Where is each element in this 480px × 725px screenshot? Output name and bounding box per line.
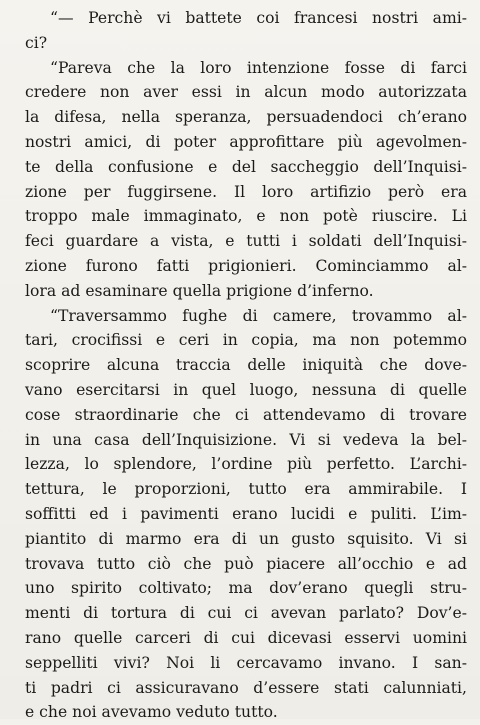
text-line: in una casa dell’Inquisizione. Vi si vedeva la bel- bbox=[25, 430, 467, 449]
text-line: vano esercitarsi in quel luogo, nessuna di quelle bbox=[25, 380, 467, 399]
text-line: credere non aver essi in alcun modo autorizzata bbox=[25, 83, 467, 102]
paragraph-3 bbox=[25, 304, 467, 725]
text-line: lora ad esaminare quella prigione d’inferno. bbox=[25, 281, 374, 300]
text-line: cose straordinarie che ci attendevamo di trovare bbox=[25, 405, 467, 424]
text-line: ci? bbox=[25, 33, 48, 52]
text-line: lezza, lo splendore, l’ordine più perfetto. L’archi- bbox=[25, 455, 467, 474]
text-line: nostri amici, di poter approfittare più agevolmen- bbox=[25, 132, 467, 151]
paragraph-1 bbox=[25, 6, 467, 56]
text-line: la difesa, nella speranza, persuadendoci ch’erano bbox=[25, 108, 467, 127]
text-line: “Traversammo fughe di camere, trovammo al- bbox=[50, 306, 467, 325]
text-line: trovava tutto ciò che può piacere all’occhio e ad bbox=[25, 554, 467, 573]
text-line: rano quelle carceri di cui dicevasi esservi uomini bbox=[25, 628, 467, 647]
text-line: e che noi avevamo veduto tutto. bbox=[25, 703, 278, 722]
text-line: zione furono fatti prigionieri. Cominciammo al- bbox=[25, 256, 467, 275]
text-line: soffitti ed i pavimenti erano lucidi e puliti. L’im- bbox=[25, 504, 467, 523]
text-line: te della confusione e del saccheggio dell’Inquisi- bbox=[25, 157, 467, 176]
text-line: seppelliti vivi? Noi li cercavamo invano. I san- bbox=[25, 653, 467, 672]
text-line: menti di tortura di cui ci avevan parlato? Dov’e- bbox=[25, 604, 467, 623]
text-line: “— Perchè vi battete coi francesi nostri ami- bbox=[50, 9, 467, 27]
paragraph-2 bbox=[25, 56, 467, 304]
text-line: “Pareva che la loro intenzione fosse di farci bbox=[50, 58, 467, 77]
text-line: tettura, le proporzioni, tutto era ammirabile. I bbox=[25, 480, 467, 499]
text-line: piantito di marmo era di un gusto squisito. Vi si bbox=[25, 529, 467, 548]
text-line: scoprire alcuna traccia delle iniquità che dove- bbox=[25, 356, 467, 375]
text-line: zione per fuggirsene. Il loro artifizio però era bbox=[25, 182, 467, 201]
text-line: feci guardare a vista, e tutti i soldati dell’Inquisi- bbox=[25, 232, 467, 251]
text-line: troppo male immaginato, e non potè riuscire. Li bbox=[25, 207, 467, 226]
text-line: tari, crocifissi e ceri in copia, ma non potemmo bbox=[25, 331, 467, 350]
text-line: uno spirito coltivato; ma dov’erano quegli stru- bbox=[25, 579, 467, 598]
text-line: ti padri ci assicuravano d’essere stati calunniati, bbox=[25, 678, 467, 697]
body-text bbox=[25, 6, 467, 725]
